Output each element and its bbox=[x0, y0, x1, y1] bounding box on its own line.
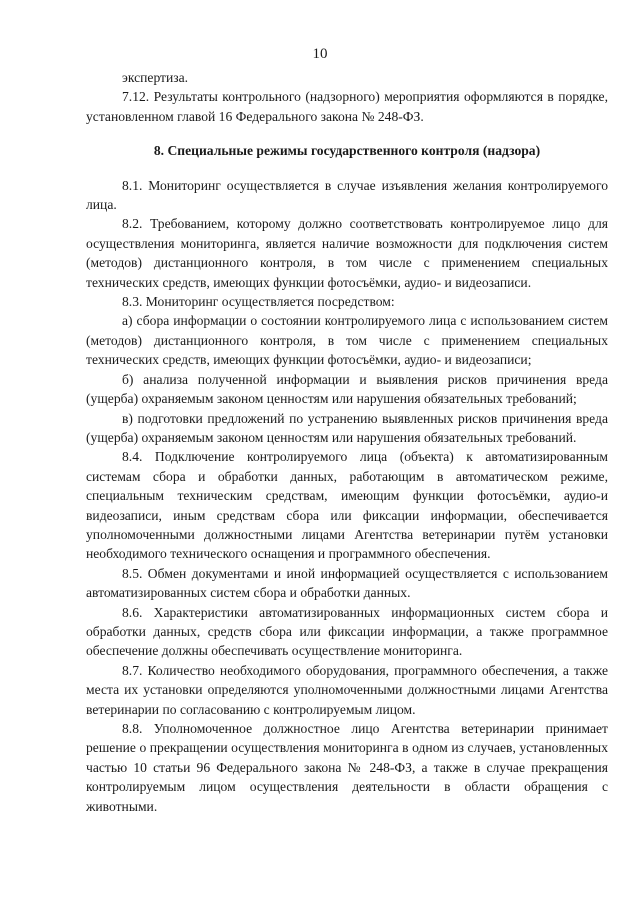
page-number: 10 bbox=[312, 46, 328, 62]
paragraph-7-11-end: экспертиза. bbox=[122, 70, 189, 85]
paragraph-8-3-a: а) сбора информации о состоянии контролируемого лица с использованием систем (методов) дистанционного контроля, в том числе с применением специальных технических средств, имеющих функции фотосъёмки, аудио- и видеозаписи; bbox=[86, 313, 608, 368]
section-8-heading: 8. Специальные режимы государственного контроля (надзора) bbox=[153, 143, 541, 159]
paragraph-8-8: 8.8. Уполномоченное должностное лицо Агентства ветеринарии принимает решение о прекращении осуществления мониторинга в одном из случаев, установленных частью 10 статьи 96 Федерального закона № 248-ФЗ, а также в случае прекращения контролируемым лицом осуществления деятельности в области обращения с животными. bbox=[86, 721, 608, 814]
paragraph-8-3-b: б) анализа полученной информации и выявления рисков причинения вреда (ущерба) охраняемым законом ценностям или нарушения обязательных требований; bbox=[86, 371, 608, 407]
paragraph-8-7: 8.7. Количество необходимого оборудования, программного обеспечения, а также места их установки определяются уполномоченными должностными лицами Агентства ветеринарии по согласованию с контролируемым лицом. bbox=[86, 662, 608, 717]
paragraph-8-5: 8.5. Обмен документами и иной информацией осуществляется с использованием автоматизированных систем сбора и обработки данных. bbox=[86, 565, 608, 601]
document-body bbox=[86, 68, 608, 816]
paragraph-8-3: 8.3. Мониторинг осуществляется посредством: bbox=[122, 294, 395, 310]
paragraph-8-6: 8.6. Характеристики автоматизированных информационных систем сбора и обработки данных, средств сбора или фиксации информации, а также программное обеспечение должны обеспечивать осуществление мониторинга. bbox=[86, 604, 608, 659]
paragraph-8-3-v: в) подготовки предложений по устранению выявленных рисков причинения вреда (ущерба) охраняемым законом ценностям или нарушения обязательных требований. bbox=[86, 410, 608, 445]
paragraph-8-1: 8.1. Мониторинг осуществляется в случае изъявления желания контролируемого лица. bbox=[86, 177, 608, 213]
paragraph-8-4: 8.4. Подключение контролируемого лица (объекта) к автоматизированным системам сбора и обработки данных, работающим в автоматическом режиме, специальным техническим средствам, имеющим функции фотосъёмки, аудио-и видеозаписи, иным средствам сбора или фиксации информации, обеспечивается уполномоченными должностными лицами Агентства ветеринарии путём установки необходимого технического оснащения и программного обеспечения. bbox=[86, 449, 608, 562]
paragraph-8-2: 8.2. Требованием, которому должно соответствовать контролируемое лицо для осуществления мониторинга, является наличие возможности для подключения систем (методов) дистанционного контроля, в том числе с применением специальных технических средств, имеющих функции фотосъёмки, аудио- и видеозаписи. bbox=[86, 216, 608, 290]
paragraph-7-12: 7.12. Результаты контрольного (надзорного) мероприятия оформляются в порядке, установленном главой 16 Федерального закона № 248-ФЗ. bbox=[86, 89, 608, 124]
